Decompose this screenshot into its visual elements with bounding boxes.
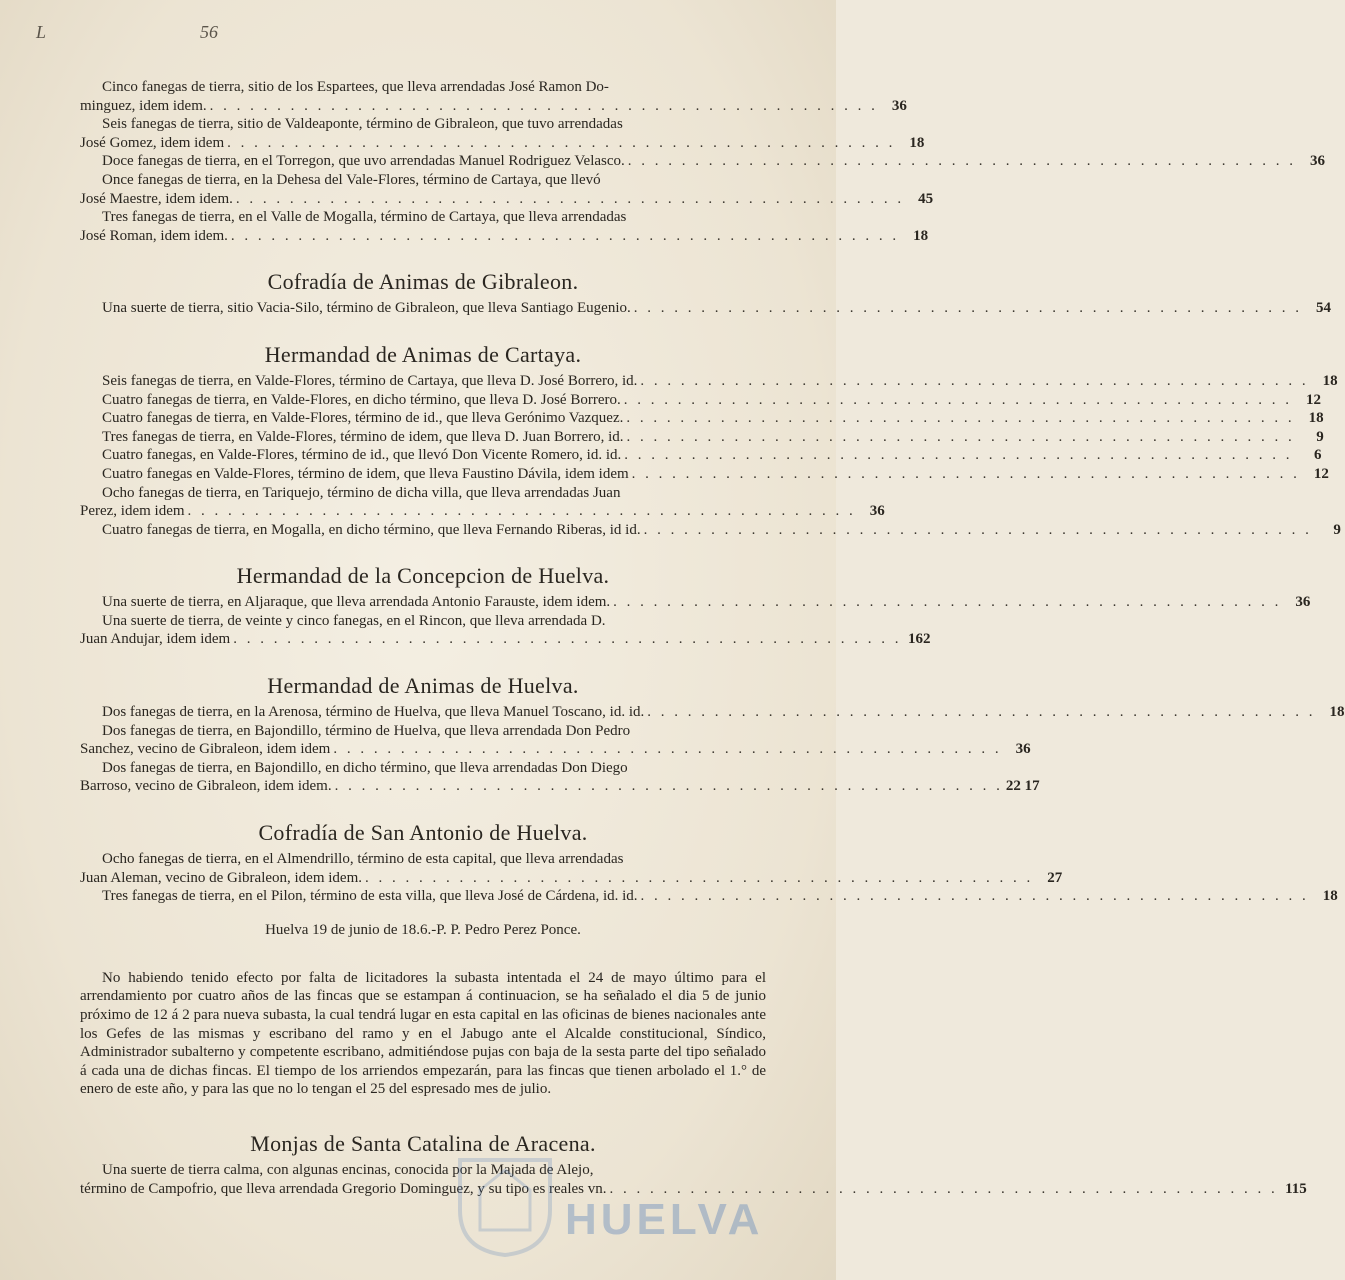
- ledger-entry: [80, 703, 1345, 722]
- entry-text: Perez, idem idem: [80, 503, 185, 520]
- ledger-entry: [80, 612, 931, 649]
- entry-line: Ocho fanegas de tierra, en el Almendrillo, término de esta capital, que lleva arrendadas: [102, 851, 624, 868]
- entry-text: Dos fanegas de tierra, en la Arenosa, término de Huelva, que lleva Manuel Toscano, id. id.: [102, 704, 645, 721]
- leader-dots: . . . . . . . . . . . . . . . . . . . . . . . . . . . . . . . . . . . . . . . . . . . . . . . . . .: [647, 704, 1316, 721]
- entry-final-line: [80, 190, 934, 209]
- ledger-entry: [80, 391, 1321, 410]
- auction-notice: No habiendo tenido efecto por falta de licitadores la subasta intentada el 24 de mayo último para el arrendamiento por cuatro años de las fincas que se estampan á continuacion, se ha señalado el dia 5 de junio próximo de 12 á 2 para nueva subasta, la cual tendrá lugar en esta capital en las oficinas de bienes nacionales ante los Gefes de las mismas y escribano del ramo y en el Jabugo ante el Alcalde constitucional, Síndico, Administrador subalterno y competente escribano, admitiéndose pujas con baja de la sesta parte del tipo señalado á cada una de dichas fincas. El tiempo de los arriendos empezarán, para las fincas que tienen arbolado el 1.° de enero de este año, y para las que no lo tengan el 25 del espresado mes de julio.: [80, 969, 766, 1098]
- entry-value: 36: [869, 503, 885, 520]
- entry-text: José Roman, idem idem.: [80, 227, 228, 244]
- entry-line: Una suerte de tierra, de veinte y cinco fanegas, en el Rincon, que lleva arrendada D.: [102, 612, 606, 629]
- entry-final-line: [80, 887, 1338, 906]
- entry-final-line: [80, 428, 1324, 447]
- entry-final-line: [80, 869, 1063, 888]
- entry-text: Cuatro fanegas en Valde-Flores, término de idem, que lleva Faustino Dávila, idem idem: [102, 465, 629, 482]
- entry-value: 18: [1329, 704, 1345, 721]
- entry-text: Barroso, vecino de Gibraleon, idem idem.: [80, 778, 332, 795]
- entry-text: José Gomez, idem idem: [80, 134, 225, 151]
- entry-value: 6: [1314, 447, 1322, 464]
- entry-line: Dos fanegas de tierra, en Bajondillo, en dicho término, que lleva arrendadas Don Diego: [102, 759, 628, 776]
- entry-final-line: [80, 372, 1338, 391]
- section-heading: Hermandad de Animas de Cartaya.: [264, 341, 582, 367]
- entry-text: Juan Andujar, idem idem: [80, 631, 231, 648]
- entry-text: Cuatro fanegas, en Valde-Flores, término de id., que llevó Don Vicente Romero, id. id.: [102, 447, 622, 464]
- entry-value: 45: [918, 190, 934, 207]
- entry-value: 22 17: [1005, 778, 1040, 795]
- entry-text: Sanchez, vecino de Gibraleon, idem idem: [80, 741, 331, 758]
- entry-final-line: [80, 740, 1031, 759]
- leader-dots: . . . . . . . . . . . . . . . . . . . . . . . . . . . . . . . . . . . . . . . . . . . . . . . . . .: [613, 594, 1282, 611]
- entry-line: Una suerte de tierra calma, con algunas encinas, conocida por la Majada de Alejo,: [102, 1161, 594, 1178]
- ledger-entry: [80, 115, 925, 152]
- entry-value: 36: [1310, 153, 1326, 170]
- entry-value: 12: [1313, 465, 1329, 482]
- entry-final-line: [80, 777, 1040, 796]
- entry-line: Seis fanegas de tierra, sitio de Valdeaponte, término de Gibraleon, que tuvo arrendadas: [102, 116, 623, 133]
- entry-final-line: [80, 152, 1326, 171]
- entry-text: Una suerte de tierra, en Aljaraque, que lleva arrendada Antonio Farauste, idem idem.: [102, 594, 611, 611]
- entry-text: Cuatro fanegas de tierra, en Valde-Flores, término de id., que lleva Gerónimo Vazquez.: [102, 410, 624, 427]
- ledger-entry: [80, 171, 934, 208]
- entry-final-line: [80, 446, 1322, 465]
- entry-value: 162: [907, 631, 931, 648]
- entry-final-line: [80, 97, 907, 116]
- entry-text: Cuatro fanegas de tierra, en Mogalla, en dicho término, que lleva Fernando Riberas, id id.: [102, 521, 641, 538]
- ledger-entry: [80, 409, 1324, 428]
- entry-value: 54: [1316, 300, 1331, 317]
- ledger-entry: [80, 722, 1031, 759]
- leader-dots: . . . . . . . . . . . . . . . . . . . . . . . . . . . . . . . . . . . . . . . . . . . . . . . . . .: [633, 300, 1302, 317]
- entry-line: Cinco fanegas de tierra, sitio de los Espartees, que lleva arrendadas José Ramon Do-: [102, 79, 609, 95]
- entry-text: Juan Aleman, vecino de Gibraleon, idem idem.: [80, 869, 363, 886]
- entry-text: minguez, idem idem.: [80, 97, 207, 114]
- leader-dots: . . . . . . . . . . . . . . . . . . . . . . . . . . . . . . . . . . . . . . . . . . . . . . . . . .: [631, 465, 1300, 482]
- entry-line: Tres fanegas de tierra, en el Valle de Mogalla, término de Cartaya, que lleva arrendadas: [102, 209, 627, 226]
- ledger-entry: [80, 465, 1329, 484]
- entry-final-line: [80, 630, 931, 649]
- entry-text: Una suerte de tierra, sitio Vacia-Silo, término de Gibraleon, que lleva Santiago Eugenio.: [102, 300, 631, 317]
- entry-value: 9: [1316, 428, 1324, 445]
- leader-dots: . . . . . . . . . . . . . . . . . . . . . . . . . . . . . . . . . . . . . . . . . . . . . . . . . .: [624, 447, 1293, 464]
- leader-dots: . . . . . . . . . . . . . . . . . . . . . . . . . . . . . . . . . . . . . . . . . . . . . . . . . .: [235, 190, 905, 207]
- entry-text: Cuatro fanegas de tierra, en Valde-Flores, en dicho término, que lleva D. José Borrero.: [102, 391, 621, 408]
- leader-dots: . . . . . . . . . . . . . . . . . . . . . . . . . . . . . . . . . . . . . . . . . . . . . . . . . .: [626, 410, 1295, 427]
- leader-dots: . . . . . . . . . . . . . . . . . . . . . . . . . . . . . . . . . . . . . . . . . . . . . . . . . .: [609, 1180, 1278, 1197]
- ledger-entry: [80, 887, 1338, 906]
- ledger-entry: [80, 593, 1311, 612]
- ledger-entry: [80, 208, 929, 245]
- sections: [80, 269, 1345, 905]
- leader-dots: . . . . . . . . . . . . . . . . . . . . . . . . . . . . . . . . . . . . . . . . . . . . . . . . . .: [623, 391, 1292, 408]
- entry-final-line: [80, 409, 1324, 428]
- leader-dots: . . . . . . . . . . . . . . . . . . . . . . . . . . . . . . . . . . . . . . . . . . . . . . . . . .: [365, 869, 1034, 886]
- ledger-entry: [80, 850, 1063, 887]
- ledger-entry: [80, 372, 1338, 391]
- document-content: [80, 78, 1345, 1198]
- entry-line: Dos fanegas de tierra, en Bajondillo, término de Huelva, que lleva arrendada Don Pedro: [102, 722, 631, 739]
- date-signature-line: Huelva 19 de junio de 18.6.-P. P. Pedro Perez Ponce.: [265, 921, 581, 938]
- entry-value: 27: [1047, 869, 1063, 886]
- intro-entries: [80, 78, 1326, 245]
- section-heading: Cofradía de San Antonio de Huelva.: [258, 820, 588, 846]
- leader-dots: . . . . . . . . . . . . . . . . . . . . . . . . . . . . . . . . . . . . . . . . . . . . . . . . . .: [640, 888, 1309, 905]
- entry-value: 18: [1322, 888, 1338, 905]
- corner-mark-left: L: [36, 22, 47, 42]
- entry-value: 18: [909, 134, 925, 151]
- entry-line: Once fanegas de tierra, en la Dehesa del Vale-Flores, término de Cartaya, que llevó: [102, 171, 601, 188]
- leader-dots: . . . . . . . . . . . . . . . . . . . . . . . . . . . . . . . . . . . . . . . . . . . . . . . . . .: [209, 97, 878, 114]
- watermark-text: HUELVA: [565, 1195, 764, 1244]
- ledger-entry: [80, 152, 1326, 171]
- entry-value: 18: [1308, 410, 1324, 427]
- entry-final-line: [80, 593, 1311, 612]
- leader-dots: . . . . . . . . . . . . . . . . . . . . . . . . . . . . . . . . . . . . . . . . . . . . . . . . . .: [233, 631, 902, 648]
- ledger-entry: [80, 759, 1040, 796]
- section-heading: Hermandad de la Concepcion de Huelva.: [236, 563, 610, 589]
- section-heading: Cofradía de Animas de Gibraleon.: [267, 269, 579, 295]
- leader-dots: . . . . . . . . . . . . . . . . . . . . . . . . . . . . . . . . . . . . . . . . . . . . . . . . . .: [640, 372, 1309, 389]
- leader-dots: . . . . . . . . . . . . . . . . . . . . . . . . . . . . . . . . . . . . . . . . . . . . . . . . . .: [334, 778, 1003, 795]
- leader-dots: . . . . . . . . . . . . . . . . . . . . . . . . . . . . . . . . . . . . . . . . . . . . . . . . . .: [187, 503, 856, 520]
- entry-text: Tres fanegas de tierra, en Valde-Flores, término de idem, que lleva D. Juan Borrero, id.: [102, 428, 624, 445]
- entry-value: 36: [1015, 741, 1031, 758]
- entry-text: Seis fanegas de tierra, en Valde-Flores, término de Cartaya, que lleva D. José Borrero, id.: [102, 372, 638, 389]
- entry-final-line: [80, 521, 1341, 540]
- entry-line: Ocho fanegas de tierra, en Tariquejo, término de dicha villa, que lleva arrendadas Juan: [102, 484, 621, 501]
- ledger-entry: [80, 428, 1324, 447]
- leader-dots: . . . . . . . . . . . . . . . . . . . . . . . . . . . . . . . . . . . . . . . . . . . . . . . . . .: [626, 428, 1295, 445]
- entry-final-line: [80, 703, 1345, 722]
- leader-dots: . . . . . . . . . . . . . . . . . . . . . . . . . . . . . . . . . . . . . . . . . . . . . . . . . .: [333, 741, 1002, 758]
- entry-value: 18: [913, 227, 929, 244]
- leader-dots: . . . . . . . . . . . . . . . . . . . . . . . . . . . . . . . . . . . . . . . . . . . . . . . . . .: [643, 521, 1312, 538]
- ledger-entry: [80, 521, 1341, 540]
- leader-dots: . . . . . . . . . . . . . . . . . . . . . . . . . . . . . . . . . . . . . . . . . . . . . . . . . .: [227, 134, 896, 151]
- entry-text: término de Campofrio, que lleva arrendada Gregorio Dominguez, y su tipo es reales vn.: [80, 1180, 607, 1197]
- entry-final-line: [80, 465, 1329, 484]
- section-heading-final: Monjas de Santa Catalina de Aracena.: [250, 1130, 596, 1156]
- entry-final-line: [80, 227, 929, 246]
- section-heading: Hermandad de Animas de Huelva.: [267, 673, 579, 699]
- entry-final-line: [80, 134, 925, 153]
- corner-mark-page-number: 56: [200, 22, 218, 42]
- leader-dots: . . . . . . . . . . . . . . . . . . . . . . . . . . . . . . . . . . . . . . . . . . . . . . . . . .: [230, 227, 900, 244]
- entry-value: 18: [1322, 372, 1338, 389]
- entry-value: 36: [891, 97, 907, 114]
- ledger-entry: [80, 446, 1322, 465]
- ledger-entry: [80, 78, 907, 115]
- entry-value: 12: [1305, 391, 1321, 408]
- ledger-entry: [80, 299, 1331, 318]
- entry-value: 9: [1333, 521, 1341, 538]
- entry-final-line: [80, 502, 885, 521]
- entry-value: 115: [1285, 1180, 1307, 1197]
- entry-text: José Maestre, idem idem.: [80, 190, 233, 207]
- ledger-entry: [80, 484, 885, 521]
- entry-final-line: [80, 299, 1331, 318]
- leader-dots: . . . . . . . . . . . . . . . . . . . . . . . . . . . . . . . . . . . . . . . . . . . . . . . . . .: [627, 153, 1297, 170]
- entry-text: Tres fanegas de tierra, en el Pilon, término de esta villa, que lleva José de Cárdena, id. id.: [102, 888, 638, 905]
- entry-final-line: [80, 391, 1321, 410]
- entry-text: Doce fanegas de tierra, en el Torregon, que uvo arrendadas Manuel Rodriguez Velasco.: [102, 153, 625, 170]
- entry-value: 36: [1295, 594, 1311, 611]
